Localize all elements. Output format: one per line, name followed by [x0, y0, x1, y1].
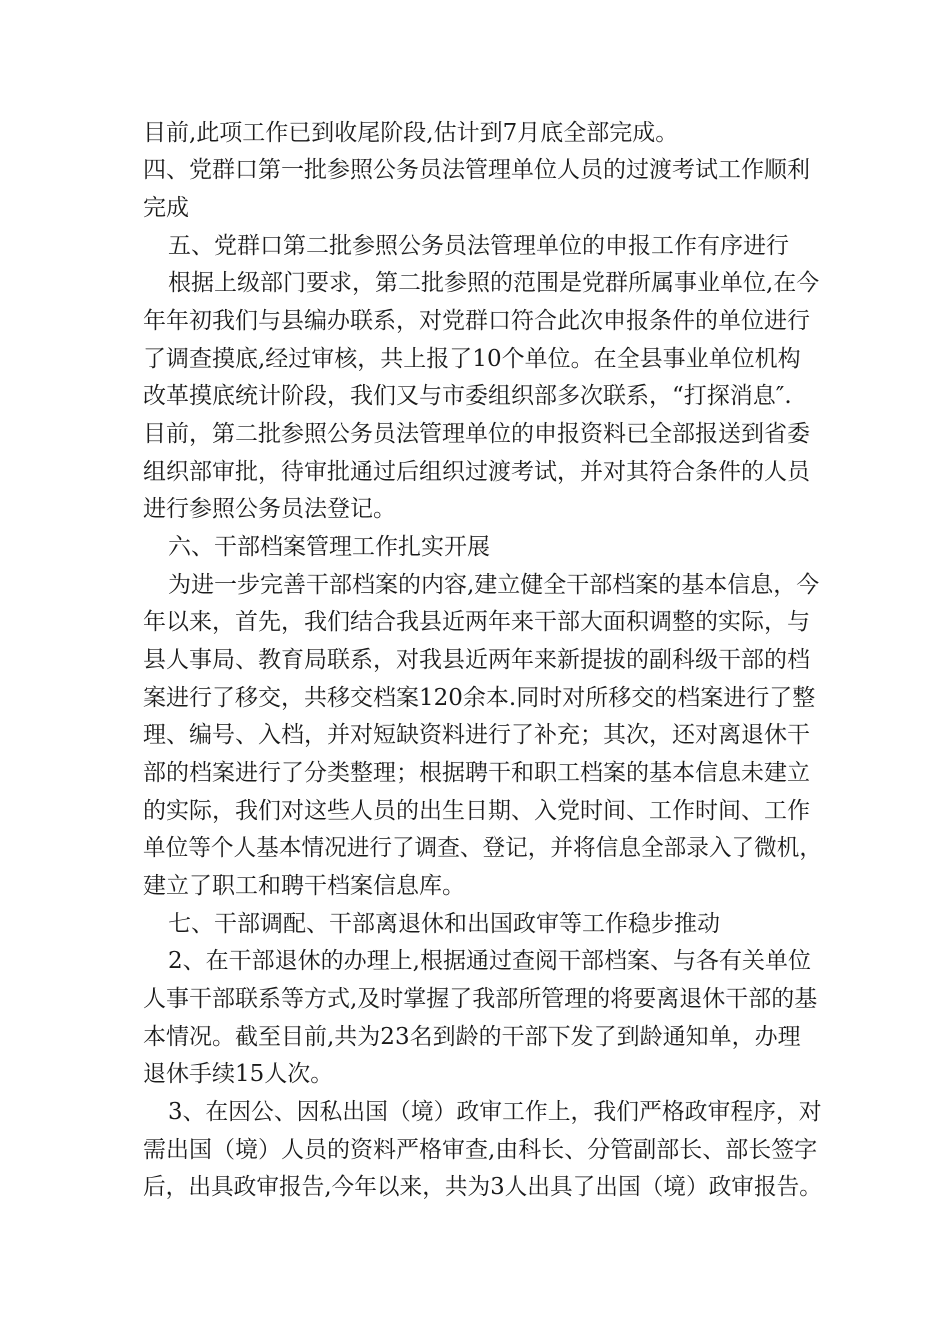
text-line: 改革摸底统计阶段，我们又与市委组织部多次联系，“打探消息″.	[143, 383, 792, 409]
text-line: 为进一步完善干部档案的内容,建立健全干部档案的基本信息，今	[168, 572, 820, 598]
text-line: 了调查摸底,经过审核，共上报了10个单位。在全县事业单位机构	[143, 346, 801, 372]
text-line: 理、编号、入档，并对短缺资料进行了补充；其次，还对离退休干	[143, 722, 810, 748]
text-line: 目前，第二批参照公务员法管理单位的申报资料已全部报送到省委	[143, 421, 810, 447]
section-heading-seven: 七、干部调配、干部离退休和出国政审等工作稳步推动	[168, 911, 720, 937]
text-line: 年以来，首先，我们结合我县近两年来干部大面积调整的实际，与	[143, 609, 810, 635]
text-line: 组织部审批，待审批通过后组织过渡考试，并对其符合条件的人员	[143, 459, 810, 485]
text-line: 单位等个人基本情况进行了调查、登记，并将信息全部录入了微机，	[143, 835, 823, 861]
text-line: 案进行了移交，共移交档案120余本.同时对所移交的档案进行了整	[143, 685, 816, 711]
text-line: 3、在因公、因私出国（境）政审工作上，我们严格政审程序，对	[168, 1099, 822, 1125]
section-heading-five: 五、党群口第二批参照公务员法管理单位的申报工作有序进行	[168, 233, 789, 259]
text-line: 人事干部联系等方式,及时掌握了我部所管理的将要离退休干部的基	[143, 986, 818, 1012]
text-line: 需出国（境）人员的资料严格审查,由科长、分管副部长、部长签字	[143, 1137, 818, 1163]
text-line: 年年初我们与县编办联系，对党群口符合此次申报条件的单位进行	[143, 308, 810, 334]
text-line: 建立了职工和聘干档案信息库。	[143, 873, 465, 899]
text-line: 的实际，我们对这些人员的出生日期、入党时间、工作时间、工作	[143, 798, 810, 824]
text-line: 县人事局、教育局联系，对我县近两年来新提拔的副科级干部的档	[143, 647, 810, 673]
text-line: 部的档案进行了分类整理；根据聘干和职工档案的基本信息未建立	[143, 760, 810, 786]
text-line: 根据上级部门要求，第二批参照的范围是党群所属事业单位,在今	[168, 270, 820, 296]
section-heading-four: 四、党群口第一批参照公务员法管理单位人员的过渡考试工作顺利	[143, 157, 810, 183]
text-line: 退休手续15人次。	[143, 1061, 334, 1087]
text-line: 目前,此项工作已到收尾阶段,估计到7月底全部完成。	[143, 120, 679, 146]
text-line: 进行参照公务员法登记。	[143, 496, 396, 522]
text-line: 后，出具政审报告,今年以来，共为3人出具了出国（境）政审报告。	[143, 1174, 822, 1200]
text-line: 本情况。截至目前,共为23名到龄的干部下发了到龄通知单，办理	[143, 1024, 801, 1050]
section-heading-six: 六、干部档案管理工作扎实开展	[168, 534, 490, 560]
text-line: 2、在干部退休的办理上,根据通过查阅干部档案、与各有关单位	[168, 948, 811, 974]
text-line: 完成	[143, 195, 189, 221]
